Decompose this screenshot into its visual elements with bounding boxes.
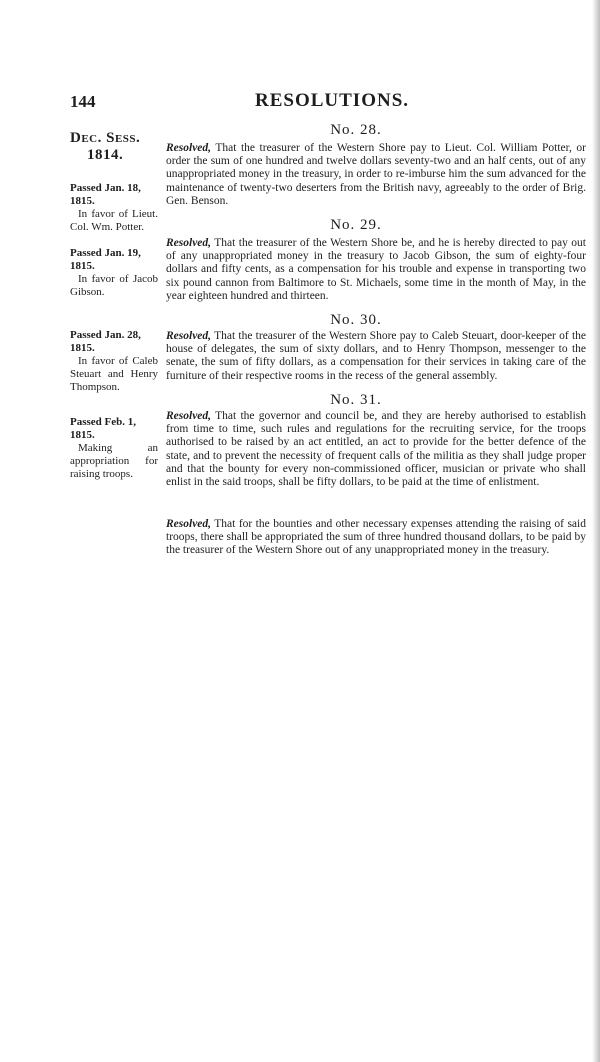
resolution-text: That the governor and council be, and they are hereby authorised to establish from time to time, such rules and regulations for the recruiting service, for the troops authorised to be raised by an act entitled, an act to provide for the better defence of the state, and to prevent the necessity of frequent calls of the militia as they shall judge proper and that the bounty for every non-commissioned officer, musician or private who shall enlist in the said troops, shall be fifty dollars, to be paid at the time of enlistment. (166, 410, 586, 489)
session-label: Dec. Sess. (70, 130, 141, 146)
note-passed-date: Passed Jan. 18, 1815. (70, 182, 141, 207)
resolved-lead: Resolved, (166, 142, 212, 154)
note-passed-date: Passed Jan. 19, 1815. (70, 247, 141, 272)
resolution-paragraph (166, 518, 586, 558)
resolution-number: No. 28. (330, 122, 382, 138)
note-description: In favor of Jacob Gibson. (70, 273, 158, 298)
note-description: In favor of Lieut. Col. Wm. Potter. (70, 208, 158, 233)
resolution-paragraph (166, 142, 586, 208)
note-description: In favor of Caleb Steuart and Henry Thompson. (70, 355, 158, 393)
resolution-text: That the treasurer of the Western Shore pay to Lieut. Col. William Potter, or order the sum of one hundred and twelve dollars seventy-two and an half cents, out of any unappropriated money in the treasury, in order to re-imburse him the sum advanced for the maintenance of twenty-two deserters from the British navy, agreeably to the order of Brig. Gen. Benson. (166, 142, 586, 207)
resolution-text: That for the bounties and other necessary expenses attending the raising of said troops, there shall be appropriated the sum of three hundred thousand dollars, to be paid by the treasurer of the Western Shore out of any unappropriated money in the treasury. (166, 518, 586, 557)
resolution-paragraph (166, 410, 586, 489)
page-edge-shadow (592, 0, 600, 1062)
resolution-text: That the treasurer of the Western Shore be, and he is hereby directed to pay out of any unappropriated money in the treasury to Jacob Gibson, the sum of eighty-four dollars and fifty cents, as a compensation for his trouble and expense in transporting two six pound cannon from Baltimore to St. Michaels, some time in the month of May, in the year eighteen hundred and thirteen. (166, 237, 586, 302)
note-passed-date: Passed Feb. 1, 1815. (70, 416, 136, 441)
page-number: 144 (70, 92, 96, 111)
note-passed-date: Passed Jan. 28, 1815. (70, 329, 141, 354)
margin-note (70, 247, 158, 299)
resolved-lead: Resolved, (166, 410, 212, 422)
resolution-paragraph (166, 330, 586, 383)
resolved-lead: Resolved, (166, 518, 212, 530)
margin-note (70, 416, 158, 481)
resolution-number: No. 31. (330, 392, 382, 408)
margin-note (70, 182, 158, 234)
resolved-lead: Resolved, (166, 237, 212, 249)
resolution-number: No. 30. (330, 312, 382, 328)
session-year: 1814. (87, 147, 124, 163)
running-head: RESOLUTIONS. (255, 90, 410, 111)
resolution-number: No. 29. (330, 217, 382, 233)
margin-note (70, 329, 158, 394)
resolution-text: That the treasurer of the Western Shore pay to Caleb Steuart, door-keeper of the house of delegates, the sum of sixty dollars, and to Henry Thompson, messenger to the senate, the sum of fifty dollars, as a compensation for their services in taking care of the furniture of their respective rooms in the recess of the general assembly. (166, 330, 586, 382)
page-header (70, 92, 540, 112)
note-description: Making an appropriation for raising troops. (70, 442, 158, 480)
resolution-paragraph (166, 237, 586, 303)
resolved-lead: Resolved, (166, 330, 212, 342)
